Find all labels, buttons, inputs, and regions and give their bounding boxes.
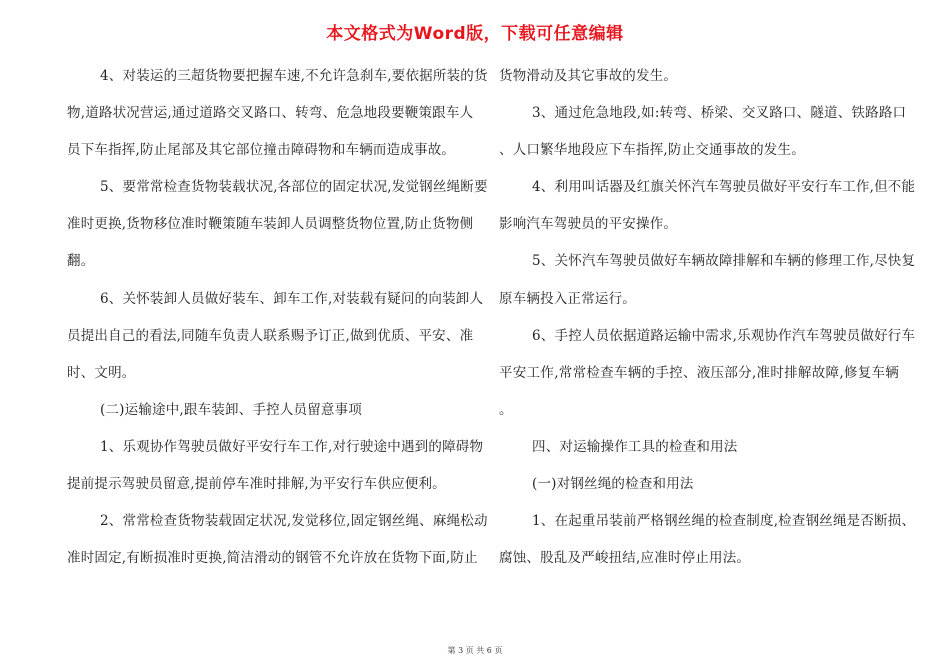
text-line: 物,道路状况营运,通过道路交叉路口、转弯、危急地段要鞭策跟车人 [67, 105, 474, 122]
text-line: 平安工作,常常检查车辆的手控、液压部分,准时排解故障,修复车辆 [499, 364, 899, 381]
text-line: 1、在起重吊装前严格钢丝绳的检查制度,检查钢丝绳是否断损、 [532, 513, 916, 530]
text-line: 员下车指挥,防止尾部及其它部位撞击障碍物和车辆而造成事故。 [67, 142, 456, 159]
section-heading: (一)对钢丝绳的检查和用法 [532, 476, 694, 493]
text-line: 翻。 [67, 253, 95, 270]
right-text-column [499, 58, 916, 577]
section-heading: (二)运输途中,跟车装卸、手控人员留意事项 [100, 401, 363, 418]
text-line: 准时更换,货物移位准时鞭策随车装卸人员调整货物位置,防止货物侧 [67, 216, 474, 233]
text-line: 2、常常检查货物装载固定状况,发觉移位,固定钢丝绳、麻绳松动 [100, 513, 488, 530]
text-line: 5、要常常检查货物装载状况,各部位的固定状况,发觉钢丝绳断要 [100, 179, 488, 196]
document-banner: 本文格式为Word版，下载可任意编辑 [326, 24, 624, 44]
section-heading: 四、对运输操作工具的检查和用法 [532, 438, 738, 455]
text-line: 提前提示驾驶员留意,提前停车准时排解,为平安行车供应便利。 [67, 476, 446, 493]
text-line: 、人口繁华地段应下车指挥,防止交通事故的发生。 [499, 142, 805, 159]
text-line: 1、乐观协作驾驶员做好平安行车工作,对行驶途中遇到的障碍物 [100, 438, 484, 455]
text-line: 员提出自己的看法,同随车负责人联系赐予订正,做到优质、平安、准 [67, 327, 474, 344]
text-line: 原车辆投入正常运行。 [499, 290, 636, 307]
text-line: 货物滑动及其它事故的发生。 [499, 68, 678, 84]
text-line: 4、对装运的三超货物要把握车速,不允许急刹车,要依据所装的货 [100, 68, 488, 84]
text-line: 4、利用叫话器及红旗关怀汽车驾驶员做好平安行车工作,但不能 [532, 179, 916, 196]
text-line: 3、通过危急地段,如:转弯、桥梁、交叉路口、隧道、铁路路口 [532, 105, 907, 122]
text-line: 准时固定,有断损准时更换,简洁滑动的钢管不允许放在货物下面,防止 [67, 550, 478, 567]
text-line: 腐蚀、股乱及严峻扭结,应准时停止用法。 [499, 550, 751, 567]
text-line: 6、手控人员依据道路运输中需求,乐观协作汽车驾驶员做好行车 [532, 327, 916, 344]
text-line: 时、文明。 [67, 364, 136, 381]
text-line: 影响汽车驾驶员的平安操作。 [499, 216, 678, 233]
text-line: 6、关怀装卸人员做好装车、卸车工作,对装载有疑问的向装卸人 [100, 290, 484, 307]
text-line: 。 [499, 401, 513, 418]
text-line: 5、关怀汽车驾驶员做好车辆故障排解和车辆的修理工作,尽快复 [532, 253, 916, 270]
page-number: 第 3 页 共 6 页 [447, 646, 503, 655]
left-text-column [67, 58, 488, 577]
